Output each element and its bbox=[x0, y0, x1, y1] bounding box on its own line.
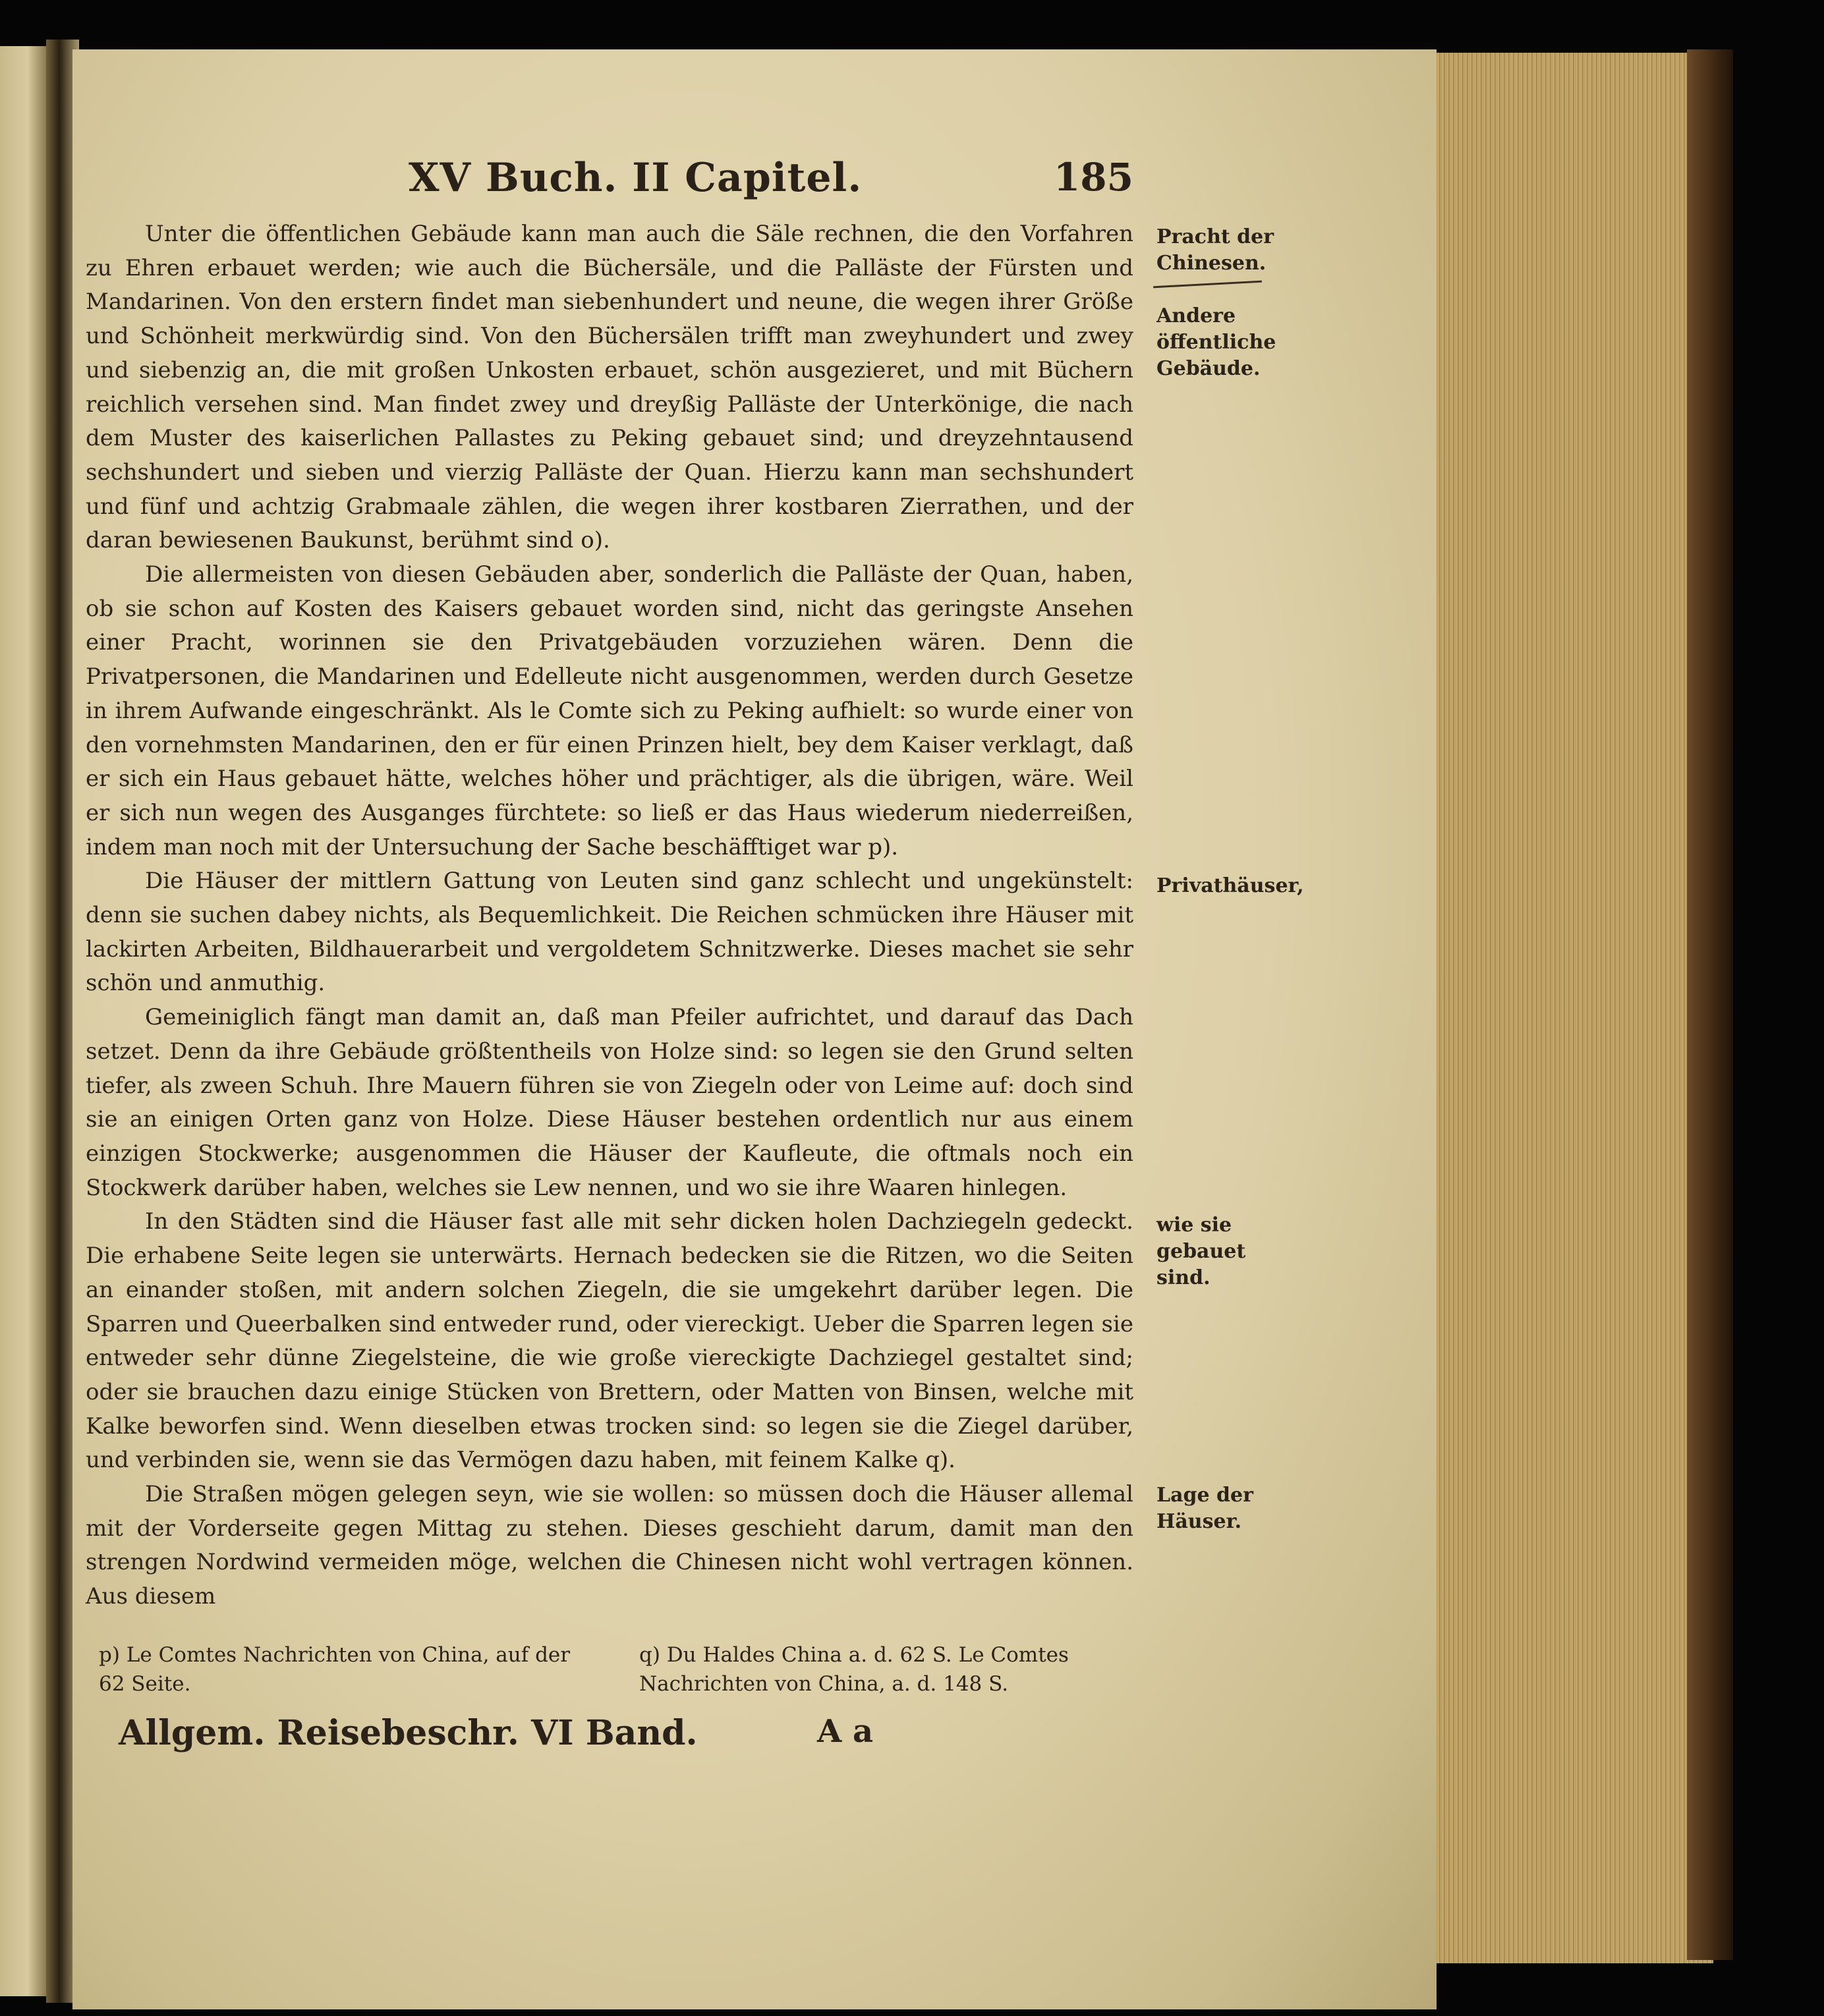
series-title: Allgem. Reisebeschr. VI Band. bbox=[119, 1713, 698, 1753]
book-cover-edge bbox=[1687, 49, 1733, 1960]
paragraph: Die Straßen mögen gelegen seyn, wie sie wollen: so müssen doch die Häuser allemal mit der Vorderseite gegen Mittag zu stehen. Dieses geschieht darum, damit man den strengen Nordwind vermeiden möge, welchen die Chinesen nicht wohl vertragen können. Aus diesem bbox=[86, 1481, 1133, 1610]
signature-mark: A a bbox=[817, 1713, 874, 1750]
paragraph: Die Häuser der mittlern Gattung von Leuten sind ganz schlecht und ungekünstelt: denn sie suchen dabey nichts, als Bequemlichkeit. Die Reichen schmücken ihre Häuser mit lackirten Arbeiten, Bildhauerarbeit und vergoldetem Schnitzwerke. Dieses machet sie sehr schön und anmuthig. bbox=[86, 868, 1133, 997]
margin-note: Privathäuser, bbox=[1156, 874, 1304, 897]
chapter-title: XV Buch. II Capitel. bbox=[409, 155, 863, 201]
margin-note: wie sie gebauet sind. bbox=[1156, 1214, 1246, 1289]
margin-note: Andere öffentliche Gebäude. bbox=[1156, 304, 1276, 380]
paragraph: Unter die öffentlichen Gebäude kann man auch die Säle rechnen, die den Vorfahren zu Ehren erbauet werden; wie auch die Büchersäle, und die Palläste der Fürsten und Mandarinen. Von den erstern findet man siebenhundert und neune, die wegen ihrer Größe und Schönheit merkwürdig sind. Von den Büchersälen trifft man zweyhundert und zwey und siebenzig an, die mit großen Unkosten erbauet, schön ausgezieret, und mit Büchern reichlich versehen sind. Man findet zwey und dreyßig Palläste der Unterkönige, die nach dem Muster des kaiserlichen Pallastes zu Peking gebauet sind; und dreyzehntausend sechshundert und sieben und vierzig Palläste der Quan. Hierzu kann man sechshundert und fünf und achtzig Grabmaale zählen, die wegen ihrer kostbaren Zierrathen, und der daran bewiesenen Baukunst, berühmt sind o). bbox=[86, 221, 1133, 554]
left-page-edge bbox=[0, 46, 46, 1996]
paragraph: In den Städten sind die Häuser fast alle mit sehr dicken holen Dachziegeln gedeckt. Die erhabene Seite legen sie unterwärts. Hernach bedecken sie die Ritzen, wo die Seiten an einander stoßen, mit andern solchen Ziegeln, die sie umgekehrt darüber legen. Die Sparren und Queerbalken sind entweder rund, oder viereckigt. Ueber die Sparren legen sie entweder sehr dünne Ziegelsteine, die wie große viereckigte Dachziegel gestaltet sind; oder sie brauchen dazu einige Stücken von Brettern, oder Matten von Binsen, welche mit Kalke beworfen sind. Wenn dieselben etwas trocken sind: so legen sie die Ziegel darüber, und verbinden sie, wenn sie das Vermögen dazu haben, mit feinem Kalke q). bbox=[86, 1208, 1133, 1474]
page-number: 185 bbox=[1053, 155, 1133, 200]
footer bbox=[119, 1713, 1107, 1759]
footnote-q: q) Du Haldes China a. d. 62 S. Le Comtes Nachrichten von China, a. d. 148 S. bbox=[639, 1643, 1069, 1696]
running-header bbox=[409, 155, 1133, 214]
paragraph: Gemeiniglich fängt man damit an, daß man Pfeiler aufrichtet, und darauf das Dach setzet. Denn da ihre Gebäude größtentheils von Holze sind: so legen sie den Grund selten tiefer, als zween Schuh. Ihre Mauern führen sie von Ziegeln oder von Leime auf: doch sind sie an einigen Orten ganz von Holze. Diese Häuser bestehen ordentlich nur aus einem einzigen Stockwerke; ausgenommen die Häuser der Kaufleute, die oftmals noch ein Stockwerk darüber haben, welches sie Lew nennen, und wo sie ihre Waaren hinlegen. bbox=[86, 1004, 1133, 1201]
page-edges bbox=[1437, 53, 1713, 1963]
footnote-p: p) Le Comtes Nachrichten von China, auf der 62 Seite. bbox=[99, 1643, 571, 1696]
margin-note: Pracht der Chinesen. bbox=[1156, 225, 1274, 275]
body-text bbox=[86, 217, 1133, 1614]
paragraph: Die allermeisten von diesen Gebäuden aber, sonderlich die Palläste der Quan, haben, ob sie schon auf Kosten des Kaisers gebauet worden sind, nicht das geringste Ansehen einer Pracht, worinnen sie den Privatgebäuden vorzuziehen wären. Denn die Privatpersonen, die Mandarinen und Edelleute nicht ausgenommen, werden durch Gesetze in ihrem Aufwande eingeschränkt. Als le Comte sich zu Peking aufhielt: so wurde einer von den vornehmsten Mandarinen, den er für einen Prinzen hielt, bey dem Kaiser verklagt, daß er sich ein Haus gebauet hätte, welches höher und prächtiger, als die übrigen, wäre. Weil er sich nun wegen des Ausganges fürchtete: so ließ er das Haus wiederum niederreißen, indem man noch mit der Untersuchung der Sache beschäfftiget war p). bbox=[86, 561, 1133, 860]
margin-note: Lage der Häuser. bbox=[1156, 1484, 1253, 1533]
